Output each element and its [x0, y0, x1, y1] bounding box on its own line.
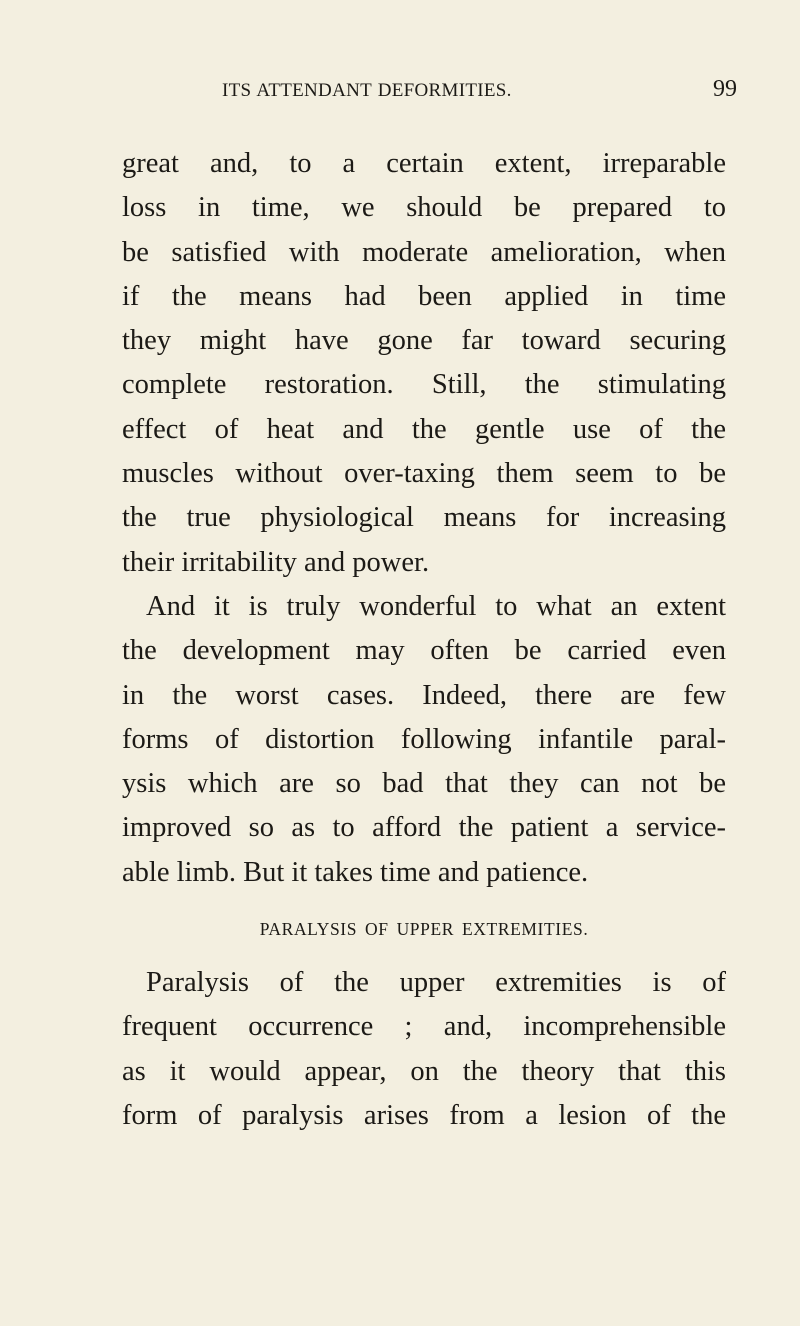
text-line: effect of heat and the gentle use of the — [122, 413, 726, 445]
text-line: ysis which are so bad that they can not be — [122, 768, 726, 800]
paragraph-1 — [122, 142, 726, 585]
text-line: if the means had been applied in time — [122, 280, 726, 312]
page-number: 99 — [713, 76, 737, 102]
text-line: their irritability and power. — [122, 546, 430, 578]
text-line: great and, to a certain extent, irreparable — [122, 148, 726, 179]
text-line: Paralysis of the upper extremities is of — [146, 967, 726, 999]
text-line: forms of distortion following infantile paral- — [122, 723, 726, 755]
running-title: ITS ATTENDANT DEFORMITIES. — [222, 80, 512, 101]
text-line: loss in time, we should be prepared to — [122, 192, 726, 224]
running-head — [0, 76, 800, 110]
text-line: they might have gone far toward securing — [122, 325, 726, 357]
text-line: in the worst cases. Indeed, there are few — [122, 679, 726, 711]
text-line: as it would appear, on the theory that this — [122, 1055, 726, 1087]
section-paragraph — [122, 961, 726, 1138]
text-line: muscles without over-taxing them seem to be — [122, 458, 726, 490]
paragraph-2 — [122, 585, 726, 895]
text-line: able limb. But it takes time and patience. — [122, 856, 589, 888]
body-text — [122, 142, 726, 1138]
text-line: frequent occurrence ; and, incomprehensible — [122, 1011, 726, 1043]
text-line: the true physiological means for increasing — [122, 502, 726, 534]
text-line: And it is truly wonderful to what an extent — [146, 590, 726, 622]
text-line: complete restoration. Still, the stimulating — [122, 369, 726, 401]
text-line: be satisfied with moderate amelioration, when — [122, 236, 726, 268]
text-line: the development may often be carried even — [122, 635, 726, 667]
text-line: improved so as to afford the patient a service- — [122, 812, 726, 844]
text-line: form of paralysis arises from a lesion of the — [122, 1099, 726, 1131]
section-heading: PARALYSIS OF UPPER EXTREMITIES. — [259, 919, 589, 940]
